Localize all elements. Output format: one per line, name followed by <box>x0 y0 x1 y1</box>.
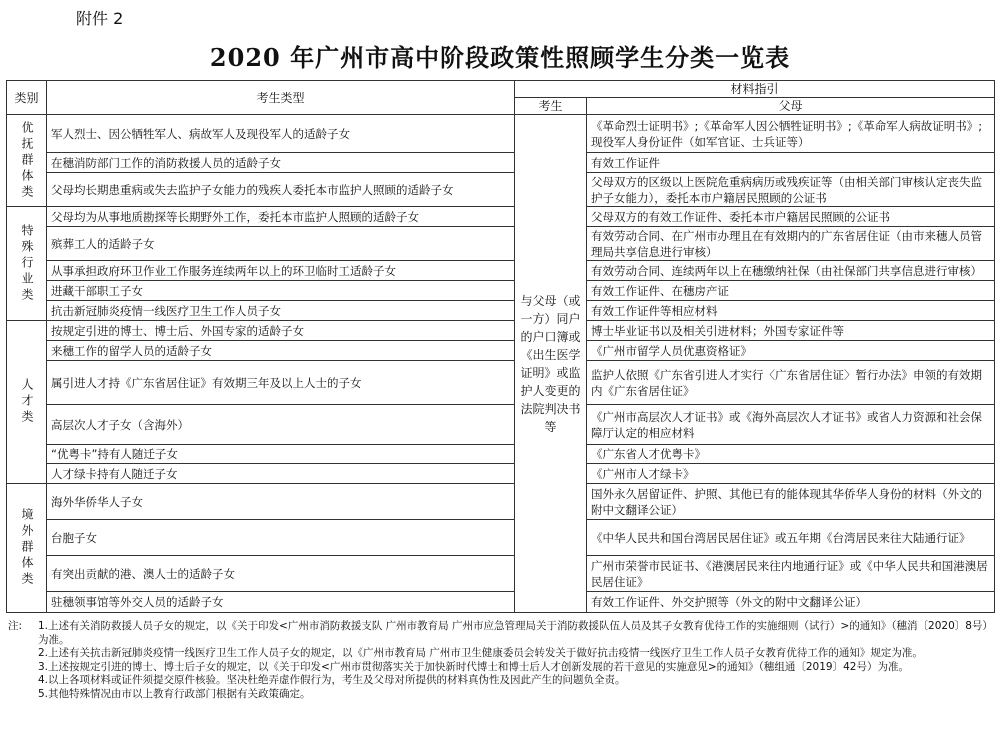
note-text: 5.其他特殊情况由市以上教育行政部门根据有关政策确定。 <box>38 687 311 700</box>
student-type-cell: 军人烈士、因公牺牲军人、病故军人及现役军人的适龄子女 <box>47 115 515 153</box>
header-student: 考生 <box>515 98 587 115</box>
note-label <box>8 647 38 661</box>
table-row <box>7 207 995 227</box>
student-type-cell: 按规定引进的博士、博士后、外国专家的适龄子女 <box>47 321 515 341</box>
note-label <box>8 661 38 675</box>
note-label <box>8 688 38 702</box>
note-text: 1.上述有关消防救援人员子女的规定，以《关于印发<广州市消防救援支队 广州市教育局 广州市应急管理局关于消防救援队伍人员及其子女教育优待工作的实施细则（试行）>的通知》（穗消〔2020〕8号）为准。 <box>38 620 993 646</box>
student-type-cell: 驻穗领事馆等外交人员的适龄子女 <box>47 592 515 613</box>
note-item <box>8 688 993 702</box>
student-type-cell: 海外华侨华人子女 <box>47 484 515 520</box>
note-item <box>8 661 993 675</box>
table-row <box>7 405 995 445</box>
table-row <box>7 464 995 484</box>
student-type-cell: 人才绿卡持有人随迁子女 <box>47 464 515 484</box>
parent-material-cell: 有效劳动合同、连续两年以上在穗缴纳社保（由社保部门共享信息进行审核） <box>587 261 995 281</box>
header-materials: 材料指引 <box>515 81 995 98</box>
parent-material-cell: 国外永久居留证件、护照、其他已有的能体现其华侨华人身份的材料（外文的附中文翻译公证） <box>587 484 995 520</box>
parent-material-cell: 有效工作证件 <box>587 153 995 173</box>
note-label: 注: <box>8 620 23 632</box>
notes-section <box>8 620 993 702</box>
parent-material-cell: 监护人依照《广东省引进人才实行〈广东省居住证〉暂行办法》申领的有效期内《广东省居住证》 <box>587 361 995 405</box>
classification-table <box>6 80 995 613</box>
student-type-cell: “优粤卡”持有人随迁子女 <box>47 445 515 464</box>
table-row <box>7 361 995 405</box>
note-text: 2.上述有关抗击新冠肺炎疫情一线医疗卫生工作人员子女的规定，以《广州市教育局 广州市卫生健康委员会转发关于做好抗击疫情一线医疗卫生工作人员子女教育优待工作的通知》规定为准。 <box>38 647 923 660</box>
student-type-cell: 有突出贡献的港、澳人士的适龄子女 <box>47 556 515 592</box>
category-cell: 人才类 <box>7 321 47 484</box>
table-row <box>7 484 995 520</box>
student-type-cell: 台胞子女 <box>47 520 515 556</box>
parent-material-cell: 父母双方的有效工作证件、委托本市户籍居民照顾的公证书 <box>587 207 995 227</box>
student-type-cell: 来穗工作的留学人员的适龄子女 <box>47 341 515 361</box>
student-type-cell: 在穗消防部门工作的消防救援人员的适龄子女 <box>47 153 515 173</box>
parent-material-cell: 《广州市留学人员优惠资格证》 <box>587 341 995 361</box>
parent-material-cell: 《中华人民共和国台湾居民居住证》或五年期《台湾居民来往大陆通行证》 <box>587 520 995 556</box>
parent-material-cell: 有效工作证件、外交护照等（外文的附中文翻译公证） <box>587 592 995 613</box>
parent-material-cell: 《广州市高层次人才证书》或《海外高层次人才证书》或省人力资源和社会保障厅认定的相应材料 <box>587 405 995 445</box>
student-type-cell: 属引进人才持《广东省居住证》有效期三年及以上人士的子女 <box>47 361 515 405</box>
parent-material-cell: 《革命烈士证明书》;《革命军人因公牺牲证明书》;《革命军人病故证明书》;现役军人身份证件（如军官证、士兵证等） <box>587 115 995 153</box>
table-row <box>7 556 995 592</box>
category-cell: 境外群体类 <box>7 484 47 613</box>
note-text: 4.以上各项材料或证件须提交原件核验。坚决杜绝弄虚作假行为，考生及父母对所提供的材料真伪性及因此产生的问题负全责。 <box>38 674 626 687</box>
parent-material-cell: 《广东省人才优粤卡》 <box>587 445 995 464</box>
table-row <box>7 520 995 556</box>
parent-material-cell: 《广州市人才绿卡》 <box>587 464 995 484</box>
note-text: 3.上述按规定引进的博士、博士后子女的规定，以《关于印发<广州市贯彻落实关于加快新时代博士和博士后人才创新发展的若干意见的实施意见>的通知》（穗组通〔2019〕42号）为准。 <box>38 660 909 673</box>
table-row <box>7 321 995 341</box>
table-row <box>7 153 995 173</box>
parent-material-cell: 有效工作证件、在穗房产证 <box>587 281 995 301</box>
table-row <box>7 261 995 281</box>
header-student-type: 考生类型 <box>47 81 515 115</box>
student-type-cell: 从事承担政府环卫作业工作服务连续两年以上的环卫临时工适龄子女 <box>47 261 515 281</box>
note-label <box>8 674 38 688</box>
student-type-cell: 父母均长期患重病或失去监护子女能力的残疾人委托本市监护人照顾的适龄子女 <box>47 173 515 207</box>
parent-material-cell: 有效劳动合同、在广州市办理且在有效期内的广东省居住证（由市来穗人员管理局共享信息进行审核） <box>587 227 995 261</box>
table-row <box>7 301 995 321</box>
table-row <box>7 281 995 301</box>
category-cell: 特殊行业类 <box>7 207 47 321</box>
header-category: 类别 <box>7 81 47 115</box>
note-item <box>8 620 993 647</box>
page-title: 2020 年广州市高中阶段政策性照顾学生分类一览表 <box>209 43 791 72</box>
table-row <box>7 227 995 261</box>
table-row <box>7 445 995 464</box>
parent-material-cell: 博士毕业证书以及相关引进材料；外国专家证件等 <box>587 321 995 341</box>
attachment-label: 附件 2 <box>76 9 124 28</box>
table-row <box>7 592 995 613</box>
table-row <box>7 173 995 207</box>
student-type-cell: 进藏干部职工子女 <box>47 281 515 301</box>
category-cell: 优抚群体类 <box>7 115 47 207</box>
table-row <box>7 341 995 361</box>
parent-material-cell: 广州市荣誉市民证书、《港澳居民来往内地通行证》或《中华人民共和国港澳居民居住证》 <box>587 556 995 592</box>
student-type-cell: 殡葬工人的适龄子女 <box>47 227 515 261</box>
parent-material-cell: 有效工作证件等相应材料 <box>587 301 995 321</box>
header-parents: 父母 <box>587 98 995 115</box>
student-material-cell: 与父母（或一方）同户的户口簿或《出生医学证明》或监护人变更的法院判决书等 <box>515 115 587 613</box>
note-item <box>8 647 993 661</box>
table-row <box>7 115 995 153</box>
student-type-cell: 父母均为从事地质勘探等长期野外工作，委托本市监护人照顾的适龄子女 <box>47 207 515 227</box>
student-type-cell: 高层次人才子女（含海外） <box>47 405 515 445</box>
parent-material-cell: 父母双方的区级以上医院危重病病历或残疾证等（由相关部门审核认定丧失监护子女能力），委托本市户籍居民照顾的公证书 <box>587 173 995 207</box>
note-item <box>8 674 993 688</box>
student-type-cell: 抗击新冠肺炎疫情一线医疗卫生工作人员子女 <box>47 301 515 321</box>
